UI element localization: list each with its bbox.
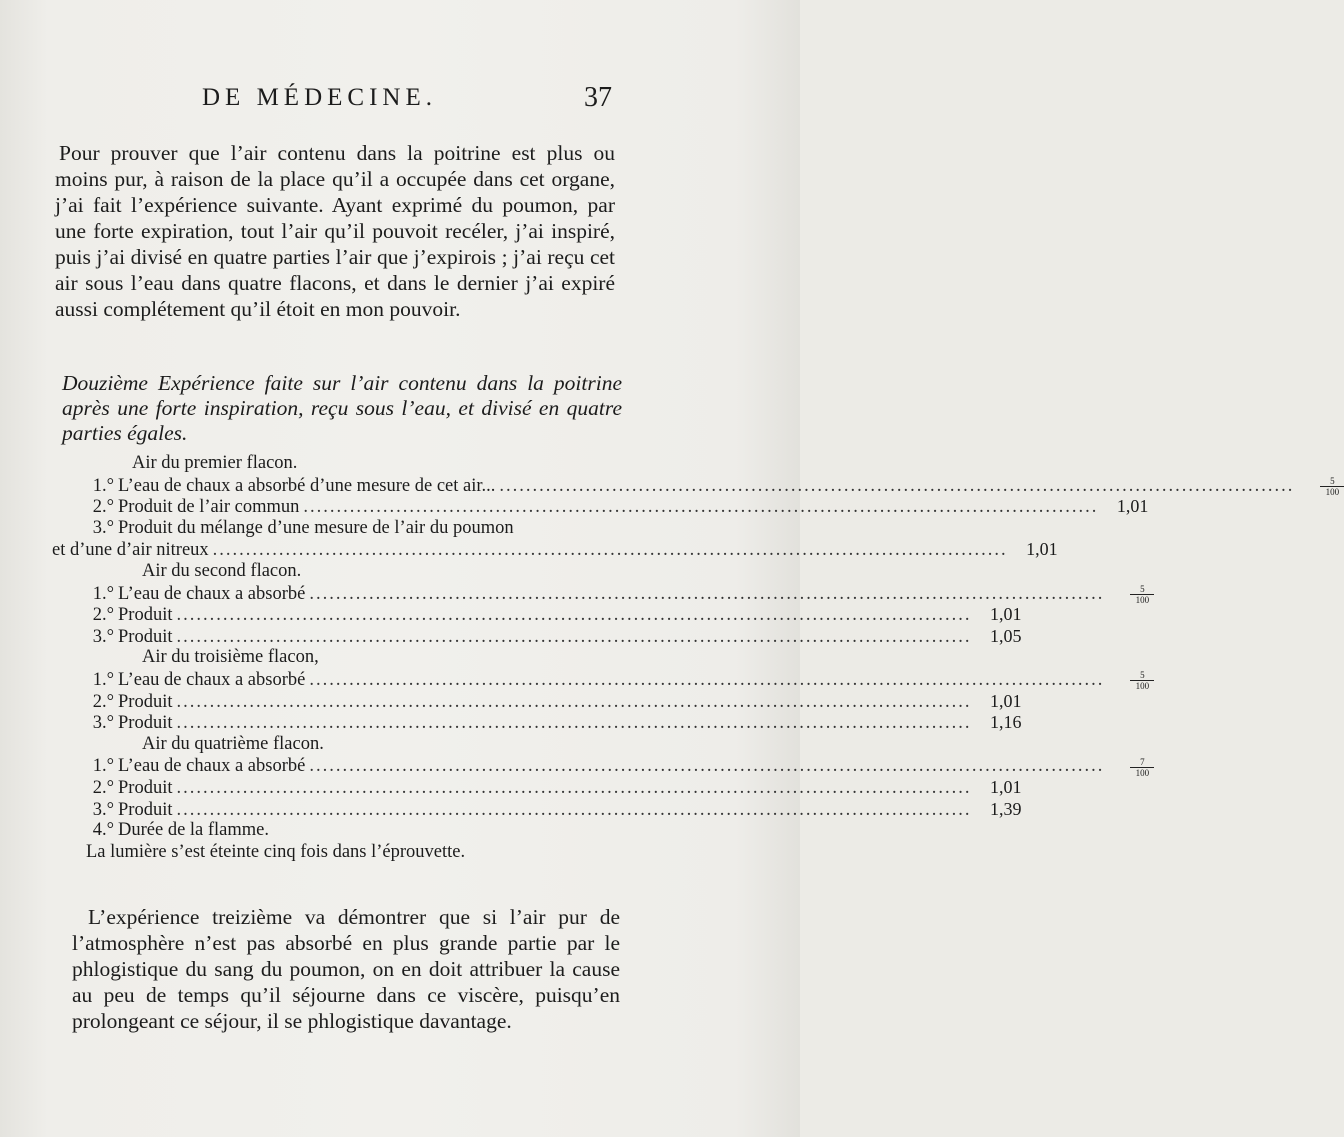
table-row: [68, 475, 1340, 497]
row-label: Produit du mélange d’une mesure de l’air du poumon: [118, 517, 514, 538]
table-row: [68, 518, 628, 540]
row-label: L’eau de chaux a absorbé: [118, 583, 306, 604]
table-row: [68, 496, 1149, 518]
fraction-value: $\frac{5}{100}$: [1130, 671, 1154, 690]
row-label: Produit: [118, 605, 173, 626]
flask-heading-4: Air du quatrième flacon.: [142, 733, 324, 754]
table-row: [68, 625, 1022, 648]
row-value: [1298, 475, 1344, 497]
dot-leader: ........................................................................................................................: [309, 756, 1105, 777]
row-number: 2.°: [92, 777, 114, 798]
row-label: et d’une d’air nitreux: [52, 540, 209, 561]
table-row: [68, 798, 1022, 821]
row-value: 1,01: [989, 776, 1022, 797]
table-row: [68, 669, 1150, 692]
running-head: DE MÉDECINE.: [202, 84, 437, 111]
table-row: [68, 820, 628, 842]
row-number: 2.°: [92, 691, 114, 712]
row-value: 1,01: [1026, 539, 1058, 560]
row-number: 4.°: [92, 820, 114, 841]
flask-heading-2: Air du second flacon.: [142, 560, 302, 581]
flask-heading-3: Air du troisième flacon,: [142, 647, 319, 668]
dot-leader: ........................................................................................................................: [176, 626, 972, 647]
row-value: [1108, 755, 1154, 777]
table-row: [52, 539, 1058, 561]
row-number: 2.°: [92, 605, 114, 626]
row-value: 1,01: [1116, 496, 1149, 517]
table-row: [68, 712, 1022, 734]
row-number: 2.°: [92, 497, 114, 518]
row-value: 1,01: [989, 690, 1022, 711]
table-row: [68, 755, 1150, 778]
table-row: [68, 842, 628, 864]
row-label: Produit: [118, 691, 173, 712]
results-table: [52, 453, 1340, 863]
fraction-value: $\frac{5}{100}$: [1320, 477, 1344, 496]
row-number: 3.°: [92, 517, 114, 538]
page-header: [0, 84, 800, 124]
row-value: [1108, 583, 1154, 605]
row-label: Produit: [118, 799, 173, 820]
intro-paragraph: Pour prouver que l’air contenu dans la poitrine est plus ou moins pur, à raison de la place qu’il a occupée dans cet organe, j’ai fait l’expérience suivante. Ayant exprimé du poumon, par une forte expiration, tout l’air qu’il pouvoit recéler, j’ai inspiré, puis j’ai divisé en quatre parties l’air que j’expirois ; j’ai reçu cet air sous l’eau dans quatre flacons, et dans le dernier j’ai expiré aussi complétement qu’il étoit en mon pouvoir.: [55, 140, 615, 321]
row-number: 1.°: [92, 583, 114, 604]
row-number: 3.°: [92, 626, 114, 647]
row-label: Produit: [118, 777, 173, 798]
row-label: Durée de la flamme.: [118, 820, 270, 841]
dot-leader: ........................................................................................................................: [176, 691, 972, 712]
row-number: 3.°: [92, 799, 114, 820]
row-number: 3.°: [92, 713, 114, 734]
dot-leader: ........................................................................................................................: [176, 777, 972, 798]
page-number: 37: [584, 82, 612, 113]
row-label: L’eau de chaux a absorbé d’une mesure de cet air...: [118, 475, 496, 496]
fraction-value: $\frac{7}{100}$: [1130, 758, 1154, 777]
row-number: 1.°: [92, 669, 114, 690]
row-label: Produit: [118, 713, 173, 734]
row-number: 1.°: [92, 756, 114, 777]
dot-leader: ........................................................................................................................: [309, 669, 1105, 690]
table-row: [68, 690, 1022, 713]
section-heading: Douzième Expérience faite sur l’air contenu dans la poitrine après une forte inspiration, reçu sous l’eau, et divisé en quatre parties égales.: [62, 370, 622, 445]
dot-leader: ........................................................................................................................: [499, 475, 1295, 496]
table-row: [68, 583, 1150, 605]
row-label: L’eau de chaux a absorbé: [118, 756, 306, 777]
row-value: 1,05: [989, 625, 1022, 646]
row-label: Produit de l’air commun: [118, 497, 300, 518]
row-value: 1,01: [989, 604, 1022, 625]
table-row: [68, 776, 1022, 799]
table-row: [68, 604, 1022, 626]
row-number: 1.°: [92, 475, 114, 496]
row-label: La lumière s’est éteinte cinq fois dans l’éprouvette.: [86, 841, 466, 862]
dot-leader: ........................................................................................................................: [176, 799, 972, 820]
row-label: Produit: [118, 626, 173, 647]
flask-heading-1: Air du premier flacon.: [132, 453, 298, 473]
row-label: L’eau de chaux a absorbé: [118, 669, 306, 690]
row-value: 1,39: [989, 798, 1022, 819]
row-value: [1108, 669, 1154, 691]
dot-leader: ........................................................................................................................: [176, 605, 972, 626]
fraction-value: $\frac{5}{100}$: [1130, 585, 1154, 604]
dot-leader: ........................................................................................................................: [303, 497, 1099, 518]
closing-paragraph: L’expérience treizième va démontrer que si l’air pur de l’atmosphère n’est pas absorbé en plus grande partie par le phlogistique du sang du poumon, on en doit attribuer la cause au peu de temps qu’il séjourne dans ce viscère, puisqu’en prolongeant ce séjour, il se phlogistique davantage.: [72, 904, 620, 1033]
dot-leader: ........................................................................................................................: [309, 583, 1105, 604]
row-value: 1,16: [989, 712, 1022, 733]
dot-leader: ........................................................................................................................: [176, 713, 972, 734]
dot-leader: ........................................................................................................................: [212, 540, 1008, 561]
